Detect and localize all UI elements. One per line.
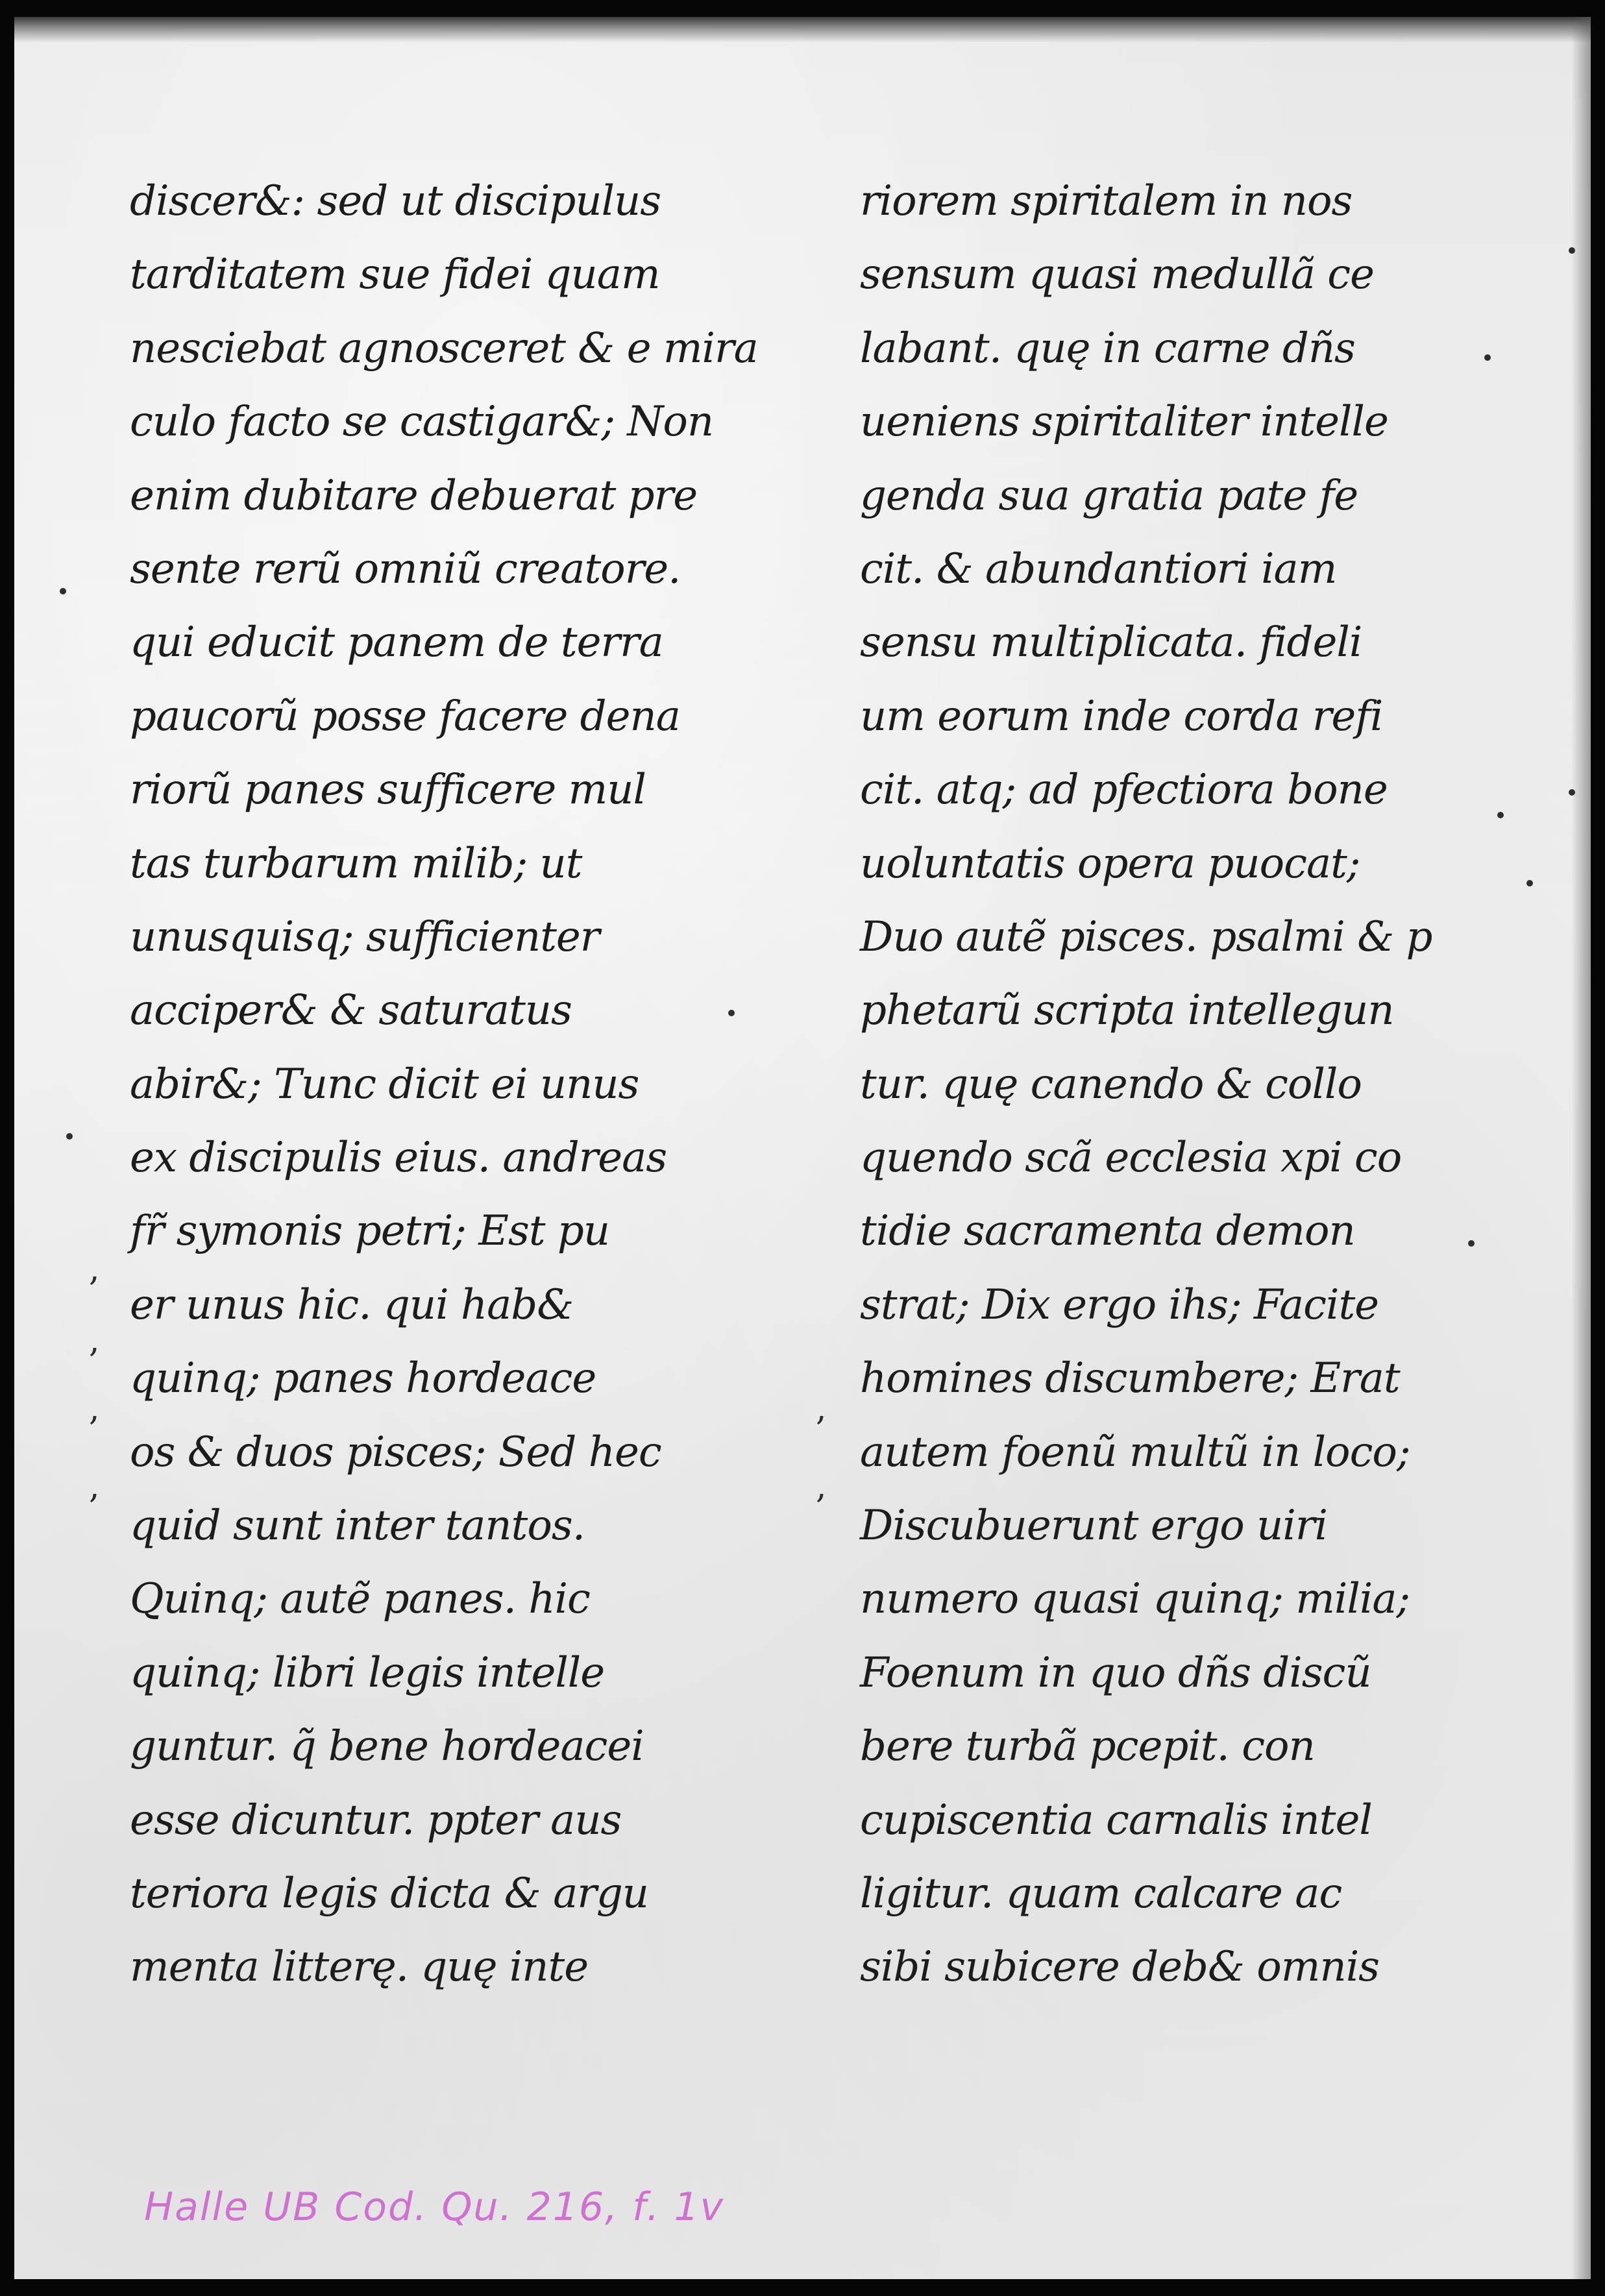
text-line: quinq; libri legis intelle: [130, 1648, 605, 1697]
margin-mark: ,: [89, 1250, 100, 1289]
text-line: bere turbã pcepit. con: [860, 1722, 1315, 1771]
text-line: strat; Dix ergo ihs; Facite: [860, 1280, 1379, 1329]
text-line: abir&; Tunc dicit ei unus: [130, 1060, 639, 1108]
text-line: riorũ panes sufficere mul: [130, 766, 646, 814]
text-line: cit. atq; ad pfectiora bone: [860, 766, 1388, 814]
text-line: sensum quasi medullã ce: [860, 250, 1374, 299]
text-line: culo facto se castigar&; Non: [130, 398, 714, 446]
text-line: cit. & abundantiori iam: [860, 544, 1337, 593]
margin-mark: ,: [89, 1467, 100, 1506]
margin-mark: ,: [89, 1321, 100, 1360]
text-line: cupiscentia carnalis intel: [860, 1796, 1372, 1844]
text-line: fr̃ symonis petri; Est pu: [130, 1207, 610, 1256]
text-line: sente rerũ omniũ creatore.: [130, 544, 681, 593]
text-line: paucorũ posse facere dena: [130, 692, 680, 740]
text-line: Quinq; autẽ panes. hic: [130, 1575, 590, 1624]
text-line: sibi subicere deb& omnis: [860, 1943, 1379, 1992]
margin-mark: ,: [816, 1467, 827, 1506]
text-line: phetarũ scripta intellegun: [860, 986, 1394, 1035]
page-right-edge-shadow: [1571, 17, 1591, 2279]
text-line: enim dubitare debuerat pre: [130, 471, 698, 520]
text-line: uoluntatis opera puocat;: [860, 839, 1360, 888]
text-line: guntur. q̃ bene hordeacei: [130, 1722, 644, 1771]
text-line: qui educit panem de terra: [130, 618, 663, 667]
text-line: numero quasi quinq; milia;: [860, 1575, 1410, 1624]
text-line: ligitur. quam calcare ac: [860, 1869, 1342, 1918]
text-line: menta litterę. quę inte: [130, 1943, 589, 1992]
text-line: quid sunt inter tantos.: [130, 1502, 585, 1550]
text-line: er unus hic. qui hab&: [130, 1280, 574, 1329]
text-line: quendo scã ecclesia xpi co: [860, 1134, 1402, 1182]
text-line: discer&: sed ut discipulus: [130, 177, 661, 225]
text-line: tur. quę canendo & collo: [860, 1060, 1362, 1108]
right-text-column: [860, 165, 1509, 2005]
shelfmark-annotation: Halle UB Cod. Qu. 216, f. 1v: [144, 2184, 725, 2230]
text-line: os & duos pisces; Sed hec: [130, 1428, 661, 1476]
text-line: quinq; panes hordeace: [130, 1354, 596, 1403]
text-line: labant. quę in carne dñs: [860, 324, 1355, 372]
text-line: um eorum inde corda refi: [860, 692, 1383, 740]
text-line: ueniens spiritaliter intelle: [860, 398, 1388, 446]
margin-mark: ,: [89, 1389, 100, 1428]
text-line: autem foenũ multũ in loco;: [860, 1428, 1410, 1476]
text-line: tas turbarum milib; ut: [130, 839, 582, 888]
text-line: Discubuerunt ergo uiri: [860, 1502, 1327, 1550]
text-line: Duo autẽ pisces. psalmi & p: [860, 912, 1432, 961]
text-line: genda sua gratia pate fe: [860, 471, 1358, 520]
text-line: tarditatem sue fidei quam: [130, 250, 660, 299]
left-text-column: [130, 165, 779, 2005]
text-line: sensu multiplicata. fideli: [860, 618, 1362, 667]
text-line: teriora legis dicta & argu: [130, 1869, 648, 1918]
page-top-edge-shadow: [14, 17, 1591, 43]
text-line: tidie sacramenta demon: [860, 1207, 1355, 1256]
text-line: unusquisq; sufficienter: [130, 912, 600, 961]
text-line: acciper& & saturatus: [130, 986, 572, 1035]
manuscript-page: [14, 17, 1591, 2279]
text-line: nesciebat agnosceret & e mira: [130, 324, 758, 372]
text-line: ex discipulis eius. andreas: [130, 1134, 667, 1182]
text-line: riorem spiritalem in nos: [860, 177, 1353, 225]
text-line: Foenum in quo dñs discũ: [860, 1648, 1371, 1697]
text-line: homines discumbere; Erat: [860, 1354, 1400, 1403]
margin-mark: ,: [816, 1389, 827, 1428]
text-line: esse dicuntur. ppter aus: [130, 1796, 622, 1844]
